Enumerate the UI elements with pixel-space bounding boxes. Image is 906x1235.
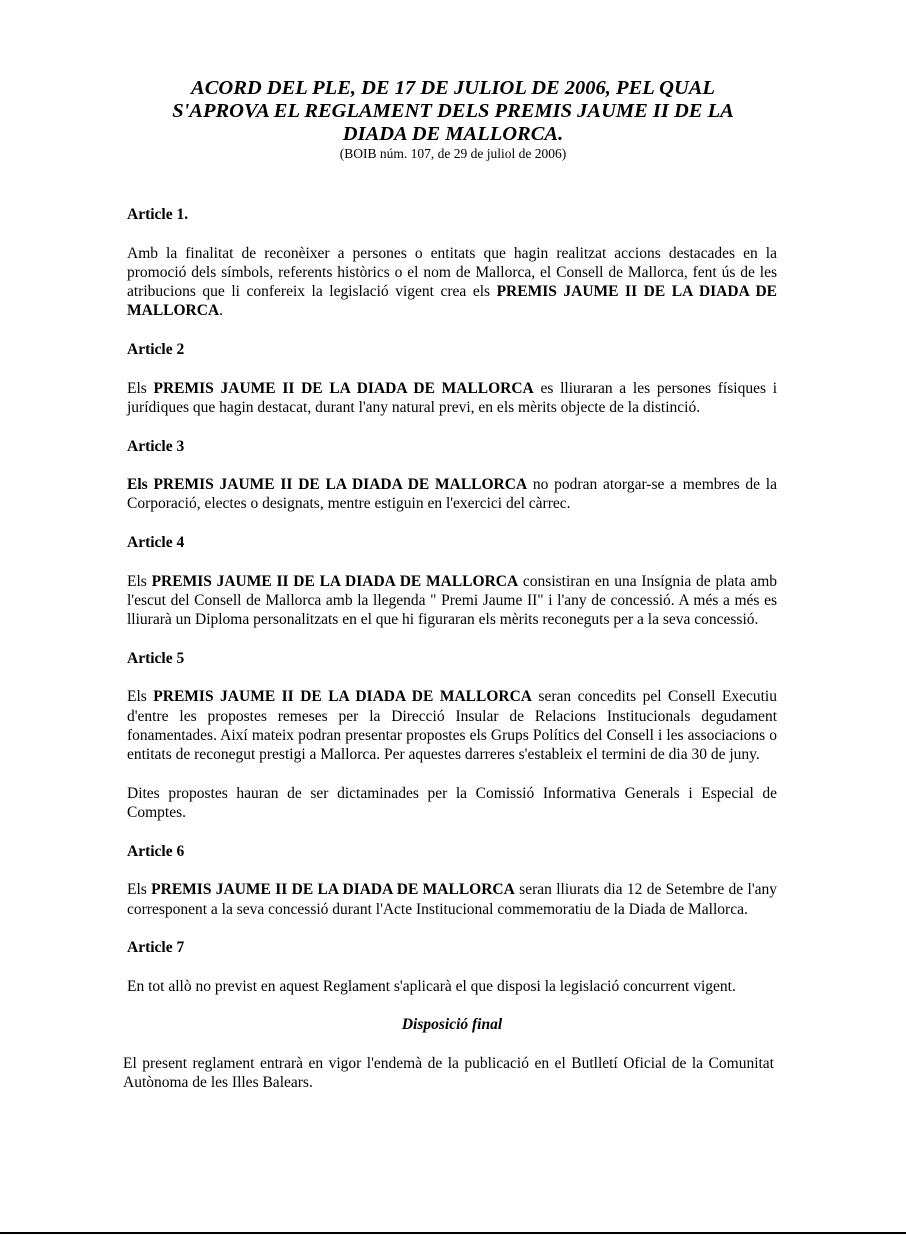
- article-3-heading: Article 3: [127, 437, 185, 455]
- document-title-line-3: DIADA DE MALLORCA.: [342, 123, 564, 145]
- article-7-heading: Article 7: [127, 939, 185, 957]
- article-2-text: Els PREMIS JAUME II DE LA DIADA DE MALLORCA es lliuraran a les persones físiques i jurídiques que hagin destacat, durant l'any natural previ, en els mèrits objecte de la distinció.: [127, 379, 777, 416]
- article-7-text: En tot allò no previst en aquest Reglament s'aplicarà el que disposi la legislació concurrent vigent.: [127, 977, 736, 995]
- article-6-text: Els PREMIS JAUME II DE LA DIADA DE MALLORCA seran lliurats dia 12 de Setembre de l'any corresponent a la seva concessió durant l'Acte Institucional commemoratiu de la Diada de Mallorca.: [127, 881, 778, 918]
- document-title-line-2: S'APROVA EL REGLAMENT DELS PREMIS JAUME II DE LA: [172, 100, 734, 122]
- final-provision-text: El present reglament entrarà en vigor l'endemà de la publicació en el Butlletí Oficial de la Comunitat Autònoma de les Illes Balears.: [123, 1054, 774, 1092]
- final-provision-heading: Disposició final: [401, 1016, 503, 1034]
- document-body: [123, 205, 778, 1092]
- article-1-heading: Article 1.: [127, 206, 189, 223]
- title-block: [100, 77, 806, 162]
- article-5-heading: Article 5: [127, 649, 185, 667]
- article-3-text: Els PREMIS JAUME II DE LA DIADA DE MALLORCA no podran atorgar-se a membres de la Corporació, electes o designats, mentre estiguin en l'exercici del càrrec.: [127, 476, 777, 513]
- article-5-extra-text: Dites propostes hauran de ser dictaminades per la Comissió Informativa Generals i Especial de Comptes.: [127, 784, 777, 822]
- document-title-line-1: ACORD DEL PLE, DE 17 DE JULIOL DE 2006, PEL QUAL: [191, 77, 715, 99]
- page-bottom-rule: [0, 1232, 906, 1234]
- article-4-text: Els PREMIS JAUME II DE LA DIADA DE MALLORCA consistiran en una Insígnia de plata amb l'escut del Consell de Mallorca amb la llegenda " Premi Jaume II" i l'any de concessió. A més a més es lliurarà un Diploma personalitzats en el que hi figuraran els mèrits reconeguts per a la seva concessió.: [127, 572, 778, 629]
- document-subtitle: (BOIB núm. 107, de 29 de juliol de 2006): [339, 146, 567, 161]
- article-4-heading: Article 4: [127, 534, 185, 552]
- article-2-heading: Article 2: [127, 341, 185, 359]
- article-5-text: Els PREMIS JAUME II DE LA DIADA DE MALLORCA seran concedits pel Consell Executiu d'entre les propostes remeses per la Direcció Insular de Relacions Institucionals degudament fonamentades. Així mateix podran presentar propostes els Grups Polítics del Consell i les associacions o entitats de reconegut prestigi a Mallorca. Per aquestes darreres s'estableix el termini de dia 30 de juny.: [127, 688, 777, 764]
- article-6-heading: Article 6: [127, 842, 185, 860]
- article-1-text: Amb la finalitat de reconèixer a persones o entitats que hagin realitzat accions destacades en la promoció dels símbols, referents històrics o el nom de Mallorca, el Consell de Mallorca, fent ús de les atribucions que li confereix la legislació vigent crea els PREMIS JAUME II DE LA DIADA DE MALLORCA.: [127, 244, 777, 320]
